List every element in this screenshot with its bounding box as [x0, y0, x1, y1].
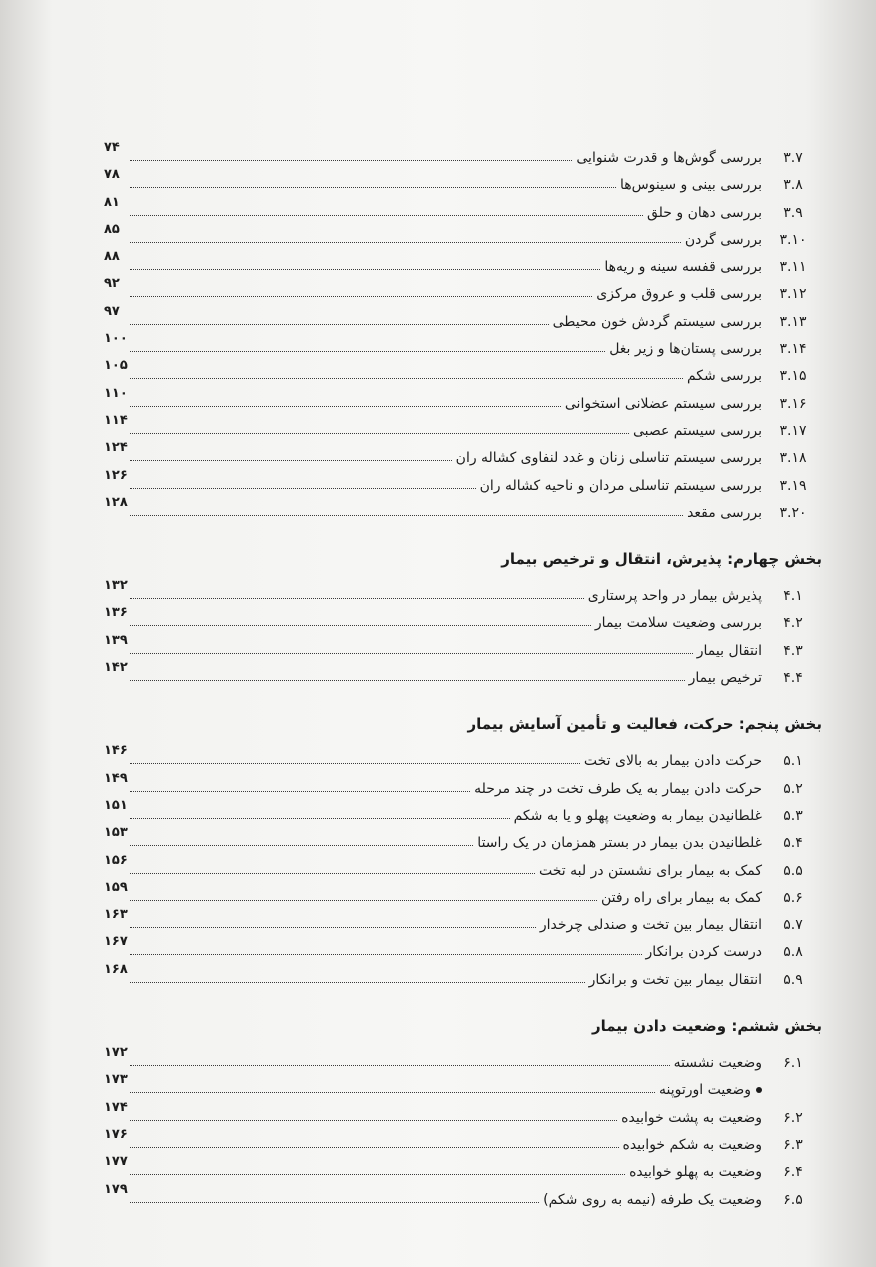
- dot-leader: [130, 873, 535, 874]
- entry-number: ۶.۱: [783, 1055, 803, 1072]
- page-number: ۱۷۲: [104, 1045, 128, 1061]
- page-number: ۱۷۹: [104, 1181, 128, 1197]
- toc-entry: [104, 494, 822, 526]
- entry-number: ۵.۴: [783, 835, 803, 852]
- entry-number: ۴.۳: [783, 642, 803, 659]
- page-number: ۱۴۲: [104, 660, 128, 676]
- toc-entry: [104, 140, 822, 171]
- dot-leader: [130, 680, 685, 681]
- entry-title: درست کردن برانکار: [645, 944, 762, 961]
- dot-leader: [130, 625, 591, 626]
- entry-number: ۴.۲: [783, 615, 803, 632]
- entry-title: انتقال بیمار بین تخت و صندلی چرخدار: [539, 917, 762, 934]
- dot-leader: [130, 242, 681, 243]
- page-number: ۱۶۳: [104, 907, 128, 923]
- dot-leader: [130, 1147, 619, 1148]
- toc-entry: [104, 276, 822, 307]
- page-number: ۸۸: [104, 249, 120, 265]
- toc-entry: [104, 440, 822, 471]
- entry-number: ۳.۱۹: [779, 477, 807, 494]
- entry-title: بررسی شکم: [686, 368, 762, 385]
- dot-leader: [130, 433, 629, 434]
- entry-title: بررسی گوش‌ها و قدرت شنوایی: [576, 150, 762, 166]
- page-number: ۱۴۹: [104, 770, 128, 786]
- toc-entry: [104, 385, 822, 417]
- dot-leader: [130, 269, 600, 270]
- toc-entry: [104, 578, 822, 609]
- toc-entry: [104, 467, 822, 499]
- section-gap: [104, 691, 822, 707]
- entry-number: ۳.۱۲: [779, 286, 807, 303]
- dot-leader: [130, 488, 476, 489]
- toc-entry: [104, 221, 822, 253]
- dot-leader: [130, 954, 642, 955]
- entry-title: حرکت دادن بیمار به بالای تخت: [583, 753, 762, 770]
- toc-entry: [104, 249, 822, 280]
- page-number: ۱۵۳: [104, 825, 128, 841]
- dot-leader: [130, 351, 605, 352]
- toc-entry: [104, 961, 822, 993]
- page-number: ۹۲: [104, 276, 120, 292]
- page-number: ۱۲۸: [104, 494, 128, 510]
- entry-number: ۳.۹: [783, 204, 803, 221]
- toc-entry: [104, 412, 822, 444]
- toc-entry: [104, 605, 822, 636]
- entry-number: ۵.۱: [783, 753, 803, 770]
- entry-number: ۳.۱۵: [779, 368, 807, 385]
- dot-leader: [130, 460, 452, 461]
- toc-entry: [104, 1099, 822, 1131]
- toc-entry: [104, 879, 822, 911]
- toc-entry: [104, 331, 822, 362]
- entry-title: وضعیت به پشت خوابیده: [621, 1109, 762, 1126]
- toc-entry: [104, 1045, 822, 1076]
- page-number: ۷۸: [104, 167, 120, 183]
- section-gap: [104, 993, 822, 1009]
- entry-title: بررسی قفسه سینه و ریه‌ها: [604, 259, 762, 276]
- entry-number: ۳.۱۸: [779, 450, 807, 467]
- toc-entry: [104, 770, 822, 802]
- entry-title: کمک به بیمار برای راه رفتن: [601, 889, 762, 906]
- section-title: بخش ششم: وضعیت دادن بیمار: [591, 1017, 822, 1036]
- entry-title: بررسی سیستم تناسلی زنان و غدد لنفاوی کشاله ران: [455, 450, 762, 467]
- entry-title: بررسی مقعد: [687, 504, 762, 521]
- dot-leader: [130, 982, 585, 983]
- page-number: ۱۷۶: [104, 1126, 128, 1142]
- toc-entry: [104, 852, 822, 884]
- entry-title: بررسی سیستم تناسلی مردان و ناحیه کشاله ران: [479, 477, 762, 494]
- page-number: ۹۷: [104, 303, 120, 319]
- entry-title: وضعیت به پهلو خوابیده: [629, 1164, 762, 1181]
- page-number: ۱۲۶: [104, 467, 128, 483]
- page-number: ۸۱: [104, 194, 120, 210]
- page-number: ۱۵۱: [104, 797, 128, 813]
- entry-title: بررسی دهان و حلق: [646, 204, 762, 221]
- dot-leader: [130, 296, 592, 297]
- entry-number: ۳.۱۱: [779, 259, 807, 276]
- entry-title: انتقال بیمار: [696, 642, 762, 659]
- page-number: ۱۷۷: [104, 1154, 128, 1170]
- entry-number: ۵.۸: [783, 944, 803, 961]
- toc-entry: [104, 632, 822, 664]
- entry-title: کمک به بیمار برای نشستن در لبه تخت: [539, 862, 762, 879]
- toc-entry: [104, 167, 822, 198]
- entry-number: ۳.۱۷: [779, 422, 807, 439]
- page-number: ۱۵۹: [104, 879, 128, 895]
- page-number: ۱۱۰: [104, 385, 128, 401]
- entry-number: ۵.۹: [783, 971, 803, 988]
- entry-number: ۳.۷: [783, 150, 803, 166]
- entry-title: بررسی گردن: [684, 231, 762, 248]
- dot-leader: [130, 598, 584, 599]
- entry-number: ۳.۱۰: [779, 231, 807, 248]
- entry-number: ۵.۲: [783, 780, 803, 797]
- entry-title: پذیرش بیمار در واحد پرستاری: [587, 588, 762, 605]
- entry-number: ۴.۱: [783, 588, 803, 605]
- entry-title: بررسی سیستم گردش خون محیطی: [552, 313, 762, 330]
- dot-leader: [130, 406, 561, 407]
- entry-title: بررسی وضعیت سلامت بیمار: [594, 615, 762, 632]
- dot-leader: [130, 515, 683, 516]
- page-number: ۱۱۴: [104, 412, 128, 428]
- dot-leader: [130, 1174, 625, 1175]
- entry-number: ۶.۲: [783, 1109, 803, 1126]
- page-number: ۱۶۷: [104, 934, 128, 950]
- entry-number: ۳.۸: [783, 177, 803, 194]
- entry-number: ۳.۱۴: [779, 341, 807, 358]
- dot-leader: [130, 1120, 617, 1121]
- page-number: ۱۳۶: [104, 605, 128, 621]
- dot-leader: [130, 818, 510, 819]
- page-number: ۱۳۹: [104, 632, 128, 648]
- dot-leader: [130, 187, 616, 188]
- dot-leader: [130, 160, 572, 161]
- entry-title: بررسی قلب و عروق مرکزی: [596, 286, 762, 303]
- toc-entry: [104, 934, 822, 965]
- page-number: ۸۵: [104, 221, 120, 237]
- section-gap: [104, 526, 822, 542]
- dot-leader: [130, 763, 580, 764]
- entry-number: ۳.۱۶: [779, 395, 807, 412]
- entry-title: بررسی پستان‌ها و زیر بغل: [609, 341, 762, 358]
- toc-entry: [104, 907, 822, 938]
- entry-title: بررسی سیستم عصبی: [632, 422, 762, 439]
- table-of-contents: [104, 140, 822, 1213]
- bullet-icon: [756, 1087, 762, 1093]
- entry-number: ۵.۳: [783, 807, 803, 824]
- dot-leader: [130, 1202, 539, 1203]
- dot-leader: [130, 378, 683, 379]
- entry-title: غلطانیدن بیمار به وضعیت پهلو و یا به شکم: [513, 807, 762, 824]
- entry-title: وضعیت نشسته: [673, 1055, 762, 1072]
- entry-title: غلطانیدن بدن بیمار در بستر همزمان در یک راستا: [477, 835, 762, 852]
- section-title: بخش پنجم: حرکت، فعالیت و تأمین آسایش بیمار: [467, 715, 822, 734]
- toc-entry: [104, 194, 822, 226]
- page-number: ۱۷۴: [104, 1099, 128, 1115]
- dot-leader: [130, 845, 473, 846]
- dot-leader: [130, 1065, 670, 1066]
- entry-number: ۶.۵: [783, 1191, 803, 1208]
- dot-leader: [130, 653, 693, 654]
- entry-number: ۴.۴: [783, 670, 803, 687]
- toc-entry: [104, 1154, 822, 1185]
- entry-title: [659, 1082, 762, 1098]
- toc-entry: [104, 358, 822, 389]
- entry-number: ۶.۴: [783, 1164, 803, 1181]
- toc-entry: [104, 1126, 822, 1158]
- entry-title: وضعیت یک طرفه (نیمه به روی شکم): [543, 1191, 762, 1208]
- dot-leader: [130, 324, 549, 325]
- page-number: ۱۳۲: [104, 578, 128, 594]
- entry-title: ترخیص بیمار: [688, 670, 762, 687]
- toc-entry: [104, 303, 822, 335]
- toc-entry: [104, 660, 822, 691]
- page-number: ۱۰۰: [104, 331, 128, 347]
- entry-title-text: وضعیت اورتوپنه: [659, 1082, 751, 1099]
- entry-title: بررسی بینی و سینوس‌ها: [619, 177, 762, 194]
- dot-leader: [130, 900, 597, 901]
- page-number: ۱۶۸: [104, 961, 128, 977]
- entry-number: ۳.۱۳: [779, 313, 807, 330]
- dot-leader: [130, 791, 470, 792]
- entry-title: وضعیت به شکم خوابیده: [622, 1136, 762, 1153]
- entry-number: ۶.۳: [783, 1136, 803, 1153]
- toc-entry: [104, 743, 822, 774]
- page-number: ۷۴: [104, 140, 120, 155]
- dot-leader: [130, 215, 643, 216]
- page-number: ۱۲۴: [104, 440, 128, 456]
- toc-entry: [104, 825, 822, 856]
- entry-number: ۳.۲۰: [779, 504, 807, 521]
- toc-entry: [104, 1072, 822, 1103]
- entry-number: ۵.۵: [783, 862, 803, 879]
- dot-leader: [130, 927, 536, 928]
- entry-title: انتقال بیمار بین تخت و برانکار: [588, 971, 762, 988]
- page-number: ۱۵۶: [104, 852, 128, 868]
- entry-number: ۵.۶: [783, 889, 803, 906]
- entry-number: ۵.۷: [783, 917, 803, 934]
- toc-entry: [104, 797, 822, 829]
- toc-entry: [104, 1181, 822, 1213]
- entry-title: حرکت دادن بیمار به یک طرف تخت در چند مرحله: [474, 780, 762, 797]
- page-number: ۱۷۳: [104, 1072, 128, 1088]
- entry-title: بررسی سیستم عضلانی استخوانی: [564, 395, 762, 412]
- page-number: ۱۰۵: [104, 358, 128, 374]
- page-number: ۱۴۶: [104, 743, 128, 759]
- dot-leader: [130, 1092, 655, 1093]
- section-title: بخش چهارم: پذیرش، انتقال و ترخیص بیمار: [501, 550, 822, 569]
